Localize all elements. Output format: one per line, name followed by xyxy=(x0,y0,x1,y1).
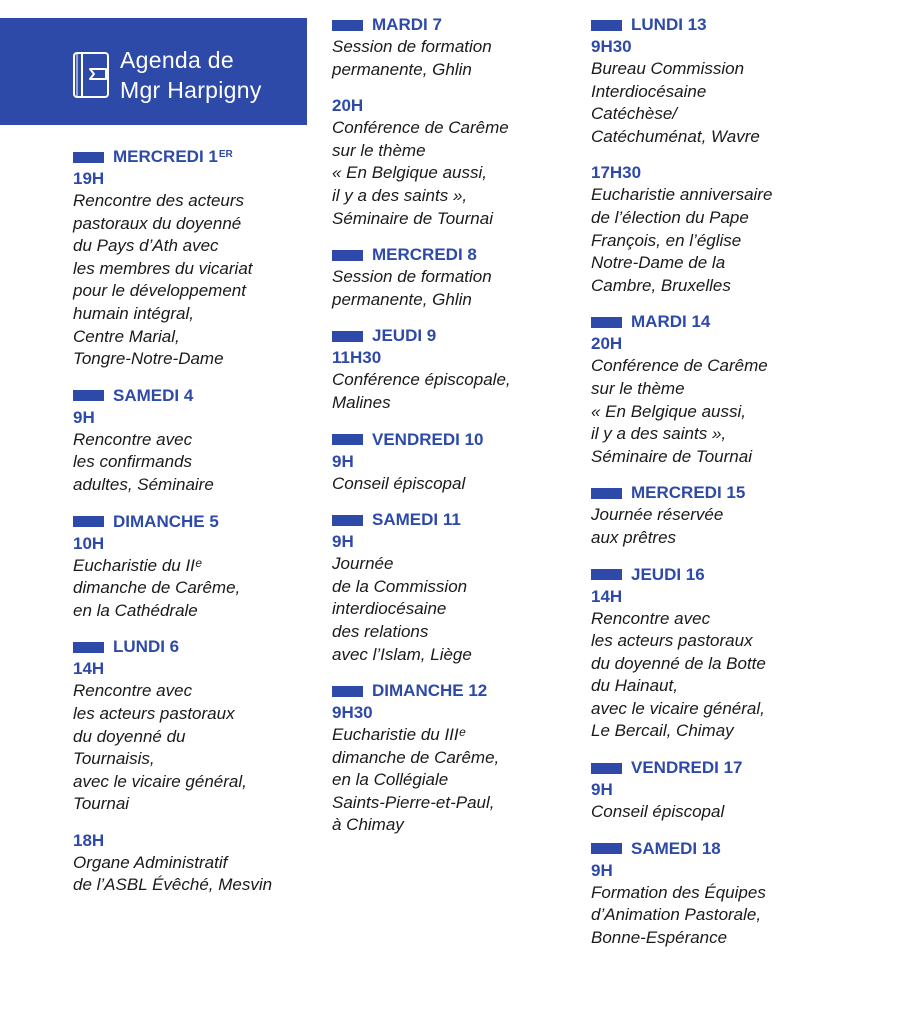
entry-description: Rencontre avec les acteurs pastoraux du doyenné de la Botte du Hainaut, avec le vicaire général, Le Bercail, Chimay xyxy=(591,608,766,741)
heading-bar-marker xyxy=(332,434,363,445)
entry-time: 10H xyxy=(73,533,105,553)
heading-bar-marker xyxy=(332,515,363,526)
agenda-title: Agenda de Mgr Harpigny xyxy=(120,47,262,103)
day-label: SAMEDI 18 xyxy=(631,838,721,858)
day-heading xyxy=(591,564,891,586)
day-heading xyxy=(591,757,891,779)
agenda-entry xyxy=(73,658,373,816)
agenda-day xyxy=(591,14,891,297)
heading-bar-marker xyxy=(73,152,104,163)
entry-time: 9H xyxy=(332,451,354,471)
day-heading xyxy=(332,325,632,347)
entry-time: 14H xyxy=(591,586,623,606)
day-heading xyxy=(591,482,891,504)
heading-bar-marker xyxy=(591,20,622,31)
day-label: DIMANCHE 12 xyxy=(372,681,488,701)
agenda-entry xyxy=(591,779,891,824)
agenda-day xyxy=(591,838,891,950)
agenda-day xyxy=(73,385,373,497)
day-heading xyxy=(73,385,373,407)
agenda-entry xyxy=(73,533,373,623)
agenda-day xyxy=(332,14,632,230)
entry-description: Session de formation permanente, Ghlin xyxy=(332,267,492,309)
heading-bar-marker xyxy=(332,686,363,697)
entry-time: 9H xyxy=(332,532,354,552)
heading-bar-marker xyxy=(73,516,104,527)
entry-time: 9H xyxy=(73,407,95,427)
heading-bar-marker xyxy=(332,250,363,261)
agenda-book-icon xyxy=(72,51,110,99)
agenda-entry xyxy=(73,830,373,897)
day-label: LUNDI 6 xyxy=(113,637,180,657)
entry-description: Formation des Équipes d’Animation Pastorale, Bonne-Espérance xyxy=(591,882,766,947)
heading-bar-marker xyxy=(591,488,622,499)
day-ordinal-suffix: ER xyxy=(218,149,233,160)
day-heading xyxy=(332,680,632,702)
agenda-day xyxy=(332,429,632,496)
day-heading xyxy=(332,14,632,36)
entry-time: 20H xyxy=(332,96,364,116)
entry-time: 14H xyxy=(73,659,105,679)
entry-description: Eucharistie anniversaire de l’élection du Pape François, en l’église Notre-Dame de la Cambre, Bruxelles xyxy=(591,185,773,295)
heading-bar-marker xyxy=(591,569,622,580)
agenda-entry xyxy=(332,95,632,230)
agenda-day xyxy=(591,757,891,824)
agenda-day xyxy=(332,509,632,666)
agenda-column-3 xyxy=(591,14,891,963)
day-label: VENDREDI 10 xyxy=(372,429,484,449)
agenda-entry xyxy=(73,168,373,371)
day-label: DIMANCHE 5 xyxy=(113,511,219,531)
day-label: VENDREDI 17 xyxy=(631,758,743,778)
heading-bar-marker xyxy=(591,763,622,774)
entry-description: Eucharistie du IIᵉ dimanche de Carême, en la Cathédrale xyxy=(73,555,241,620)
entry-time: 20H xyxy=(591,334,623,354)
entry-time: 9H30 xyxy=(591,37,632,56)
agenda-entry xyxy=(591,586,891,744)
agenda-entry xyxy=(332,451,632,496)
heading-bar-marker xyxy=(332,20,363,31)
agenda-day xyxy=(591,564,891,744)
entry-time: 9H xyxy=(591,780,613,800)
agenda-entry xyxy=(332,36,632,81)
agenda-column-1 xyxy=(73,146,373,911)
entry-description: Conférence épiscopale, Malines xyxy=(332,370,511,412)
day-heading xyxy=(73,146,373,168)
agenda-day xyxy=(332,680,632,837)
entry-description: Organe Administratif de l’ASBL Évêché, Mesvin xyxy=(73,852,273,895)
entry-description: Rencontre des acteurs pastoraux du doyenné du Pays d’Ath avec les membres du vicariat pour le développement humain intégral, Centre Marial, Tongre-Notre-Dame xyxy=(73,191,253,369)
agenda-column-2 xyxy=(332,14,632,851)
day-heading xyxy=(332,244,632,266)
agenda-entry xyxy=(591,504,891,549)
agenda-entry xyxy=(332,531,632,666)
agenda-entry xyxy=(591,333,891,468)
day-label: MERCREDI 1 xyxy=(113,147,218,166)
day-heading xyxy=(73,511,373,533)
entry-time: 9H30 xyxy=(332,703,373,723)
day-heading xyxy=(591,14,891,36)
entry-time: 11H30 xyxy=(332,348,382,368)
heading-bar-marker xyxy=(73,390,104,401)
heading-bar-marker xyxy=(591,843,622,854)
entry-description: Conseil épiscopal xyxy=(332,473,466,493)
day-heading xyxy=(591,311,891,333)
agenda-entry xyxy=(332,266,632,311)
day-label: LUNDI 13 xyxy=(631,15,707,34)
entry-time: 17H30 xyxy=(591,163,642,183)
entry-description: Journée réservée aux prêtres xyxy=(591,505,724,547)
day-label: JEUDI 16 xyxy=(631,564,705,584)
entry-description: Rencontre avec les acteurs pastoraux du doyenné du Tournaisis, avec le vicaire général, Tournai xyxy=(73,681,247,814)
agenda-day xyxy=(332,325,632,414)
agenda-day xyxy=(332,244,632,311)
agenda-day xyxy=(73,146,373,371)
agenda-header xyxy=(0,18,307,125)
day-heading xyxy=(73,636,373,658)
day-label: SAMEDI 4 xyxy=(113,385,194,405)
entry-time: 18H xyxy=(73,830,105,850)
day-label: SAMEDI 11 xyxy=(372,510,461,530)
day-label: MARDI 7 xyxy=(372,15,442,34)
entry-time: 19H xyxy=(73,169,105,188)
entry-description: Session de formation permanente, Ghlin xyxy=(332,37,492,79)
day-heading xyxy=(332,509,632,531)
heading-bar-marker xyxy=(73,642,104,653)
day-heading xyxy=(591,838,891,860)
entry-description: Eucharistie du IIIᵉ dimanche de Carême, en la Collégiale Saints-Pierre-et-Paul, à Chimay xyxy=(332,725,500,835)
day-label: MERCREDI 8 xyxy=(372,245,477,265)
entry-description: Conférence de Carême sur le thème « En Belgique aussi, il y a des saints », Séminaire de Tournai xyxy=(591,356,768,466)
day-heading xyxy=(332,429,632,451)
agenda-entry xyxy=(332,347,632,414)
entry-description: Conseil épiscopal xyxy=(591,802,725,822)
agenda-day xyxy=(591,311,891,468)
agenda-entry xyxy=(591,162,891,297)
heading-bar-marker xyxy=(591,317,622,328)
day-label: JEUDI 9 xyxy=(372,326,437,346)
agenda-entry xyxy=(591,860,891,950)
agenda-day xyxy=(73,636,373,897)
heading-bar-marker xyxy=(332,331,363,342)
agenda-day xyxy=(591,482,891,549)
entry-description: Rencontre avec les confirmands adultes, Séminaire xyxy=(73,429,214,494)
day-label: MERCREDI 15 xyxy=(631,483,746,503)
agenda-entry xyxy=(591,36,891,148)
entry-description: Journée de la Commission interdiocésaine des relations avec l’Islam, Liège xyxy=(332,554,472,664)
entry-description: Conférence de Carême sur le thème « En Belgique aussi, il y a des saints », Séminaire de Tournai xyxy=(332,118,509,228)
agenda-entry xyxy=(73,407,373,497)
agenda-entry xyxy=(332,702,632,837)
agenda-day xyxy=(73,511,373,623)
entry-time: 9H xyxy=(591,860,613,880)
day-label: MARDI 14 xyxy=(631,312,711,332)
entry-description: Bureau Commission Interdiocésaine Catéchèse/ Catéchuménat, Wavre xyxy=(591,59,760,146)
